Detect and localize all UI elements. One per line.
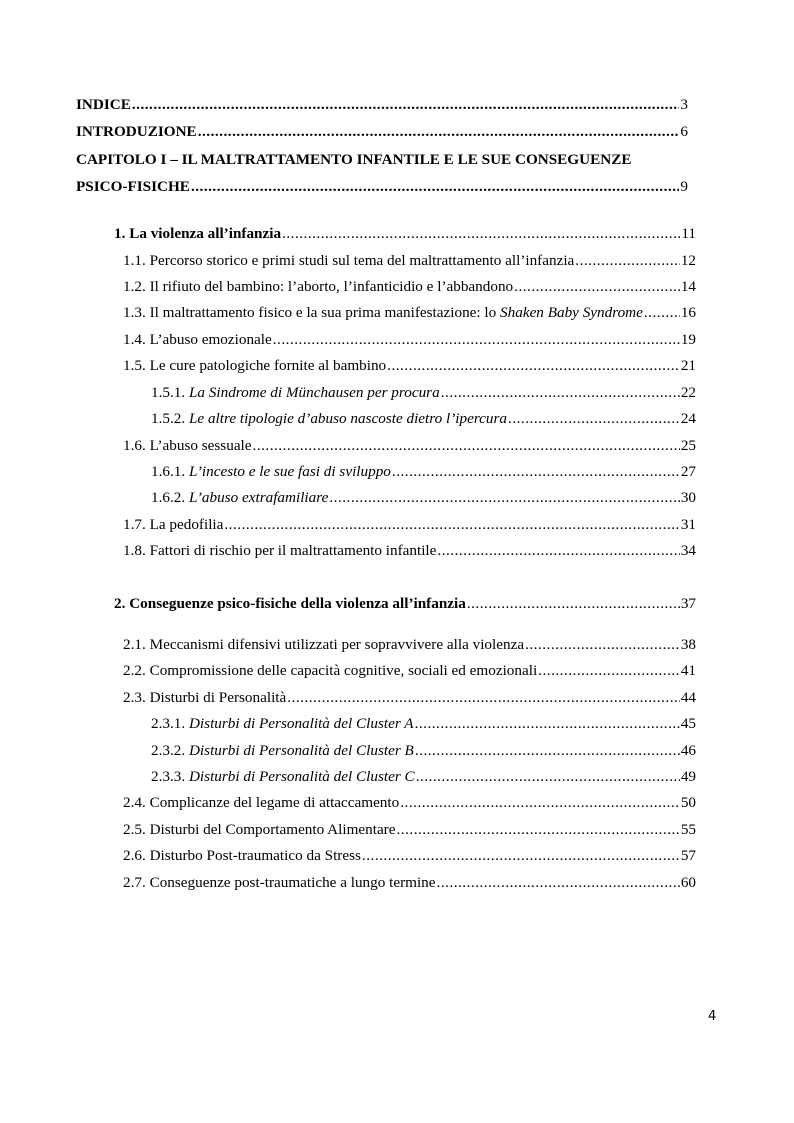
toc-entry-page: 41 bbox=[680, 662, 696, 679]
toc-entry-title-italic: Le altre tipologie d’abuso nascoste dietro l’ipercura bbox=[188, 410, 508, 427]
toc-entry-title: 2.1. Meccanismi difensivi utilizzati per sopravvivere alla violenza bbox=[123, 636, 525, 653]
toc-entry-1-5-1[interactable] bbox=[151, 384, 696, 402]
toc-entry-prefix: 2.3.3. bbox=[151, 768, 189, 785]
dot-leader bbox=[397, 821, 680, 839]
toc-entry-title-italic: Disturbi di Personalità del Cluster B bbox=[188, 742, 414, 759]
toc-entry-title bbox=[123, 304, 643, 322]
toc-entry-title: 1.4. L’abuso emozionale bbox=[123, 331, 272, 348]
dot-leader bbox=[282, 225, 680, 243]
toc-entry-title: 1.5. Le cure patologiche fornite al bambino bbox=[123, 357, 387, 374]
toc-entry-title: 2.5. Disturbi del Comportamento Alimentare bbox=[123, 821, 396, 838]
toc-entry-1-6-2[interactable] bbox=[151, 489, 696, 507]
dot-leader bbox=[437, 542, 679, 560]
toc-entry-title-italic: Disturbi di Personalità del Cluster C bbox=[188, 768, 415, 785]
toc-entry-introduzione[interactable] bbox=[76, 123, 688, 141]
toc-entry-page: 16 bbox=[680, 304, 696, 321]
dot-leader bbox=[525, 636, 680, 654]
dot-leader bbox=[273, 331, 680, 349]
toc-entry-page: 27 bbox=[680, 463, 696, 480]
dot-leader bbox=[224, 516, 679, 534]
toc-entry-page: 19 bbox=[680, 331, 696, 348]
toc-entry-title: 1.6. L’abuso sessuale bbox=[123, 437, 252, 454]
toc-entry-title: INDICE bbox=[76, 96, 131, 113]
toc-entry-title bbox=[151, 463, 391, 481]
toc-entry-title: 2.4. Complicanze del legame di attaccamento bbox=[123, 794, 400, 811]
toc-entry-title bbox=[151, 768, 415, 786]
toc-entry-page: 24 bbox=[680, 410, 696, 427]
dot-leader bbox=[392, 463, 680, 481]
toc-entry-chapter1-line1[interactable]: CAPITOLO I – IL MALTRATTAMENTO INFANTILE E LE SUE CONSEGUENZE bbox=[76, 151, 632, 168]
toc-entry-page: 45 bbox=[680, 715, 696, 732]
toc-entry-title: 1.1. Percorso storico e primi studi sul tema del maltrattamento all’infanzia bbox=[123, 252, 575, 269]
toc-entry-2-3-3[interactable] bbox=[151, 768, 696, 786]
toc-entry-2-3-1[interactable] bbox=[151, 715, 696, 733]
toc-entry-title bbox=[151, 742, 414, 760]
toc-entry-page: 55 bbox=[680, 821, 696, 838]
page-number: 4 bbox=[708, 1009, 717, 1024]
toc-entry-section-2[interactable] bbox=[114, 595, 696, 613]
dot-leader bbox=[538, 662, 680, 680]
toc-entry-page: 11 bbox=[681, 225, 696, 242]
dot-leader bbox=[132, 96, 680, 114]
dot-leader bbox=[575, 252, 680, 270]
toc-entry-1-1[interactable] bbox=[123, 252, 696, 270]
toc-entry-title: INTRODUZIONE bbox=[76, 123, 197, 140]
dot-leader bbox=[198, 123, 680, 141]
toc-entry-title-italic: La Sindrome di Münchausen per procura bbox=[188, 384, 440, 401]
toc-entry-page: 44 bbox=[680, 689, 696, 706]
toc-entry-title: 1.7. La pedofilia bbox=[123, 516, 224, 533]
toc-entry-2-4[interactable] bbox=[123, 794, 696, 812]
dot-leader bbox=[416, 768, 680, 786]
dot-leader bbox=[287, 689, 680, 707]
toc-entry-page: 6 bbox=[680, 123, 688, 140]
dot-leader bbox=[191, 178, 679, 196]
toc-entry-prefix: 2.3.2. bbox=[151, 742, 189, 759]
toc-entry-1-5[interactable] bbox=[123, 357, 696, 375]
dot-leader bbox=[253, 437, 680, 455]
toc-entry-title: 2.2. Compromissione delle capacità cognitive, sociali ed emozionali bbox=[123, 662, 538, 679]
toc-entry-title: 1.8. Fattori di rischio per il maltrattamento infantile bbox=[123, 542, 437, 559]
toc-entry-2-6[interactable] bbox=[123, 847, 696, 865]
toc-entry-1-8[interactable] bbox=[123, 542, 696, 560]
toc-entry-prefix: 1.6.1. bbox=[151, 463, 189, 480]
toc-entry-page: 9 bbox=[680, 178, 688, 195]
dot-leader bbox=[467, 595, 680, 613]
toc-entry-page: 22 bbox=[680, 384, 696, 401]
dot-leader bbox=[329, 489, 679, 507]
toc-entry-title-italic: Disturbi di Personalità del Cluster A bbox=[188, 715, 414, 732]
toc-entry-prefix: 1.5.2. bbox=[151, 410, 189, 427]
toc-entry-page: 50 bbox=[680, 794, 696, 811]
toc-entry-chapter1[interactable] bbox=[76, 178, 688, 196]
toc-entry-1-7[interactable] bbox=[123, 516, 696, 534]
toc-entry-title: 2.6. Disturbo Post-traumatico da Stress bbox=[123, 847, 361, 864]
toc-entry-1-3[interactable] bbox=[123, 304, 696, 322]
toc-entry-page: 49 bbox=[680, 768, 696, 785]
toc-entry-prefix: 2.3.1. bbox=[151, 715, 189, 732]
toc-entry-title bbox=[151, 410, 507, 428]
toc-entry-page: 38 bbox=[680, 636, 696, 653]
toc-entry-page: 12 bbox=[680, 252, 696, 269]
toc-entry-prefix: 1.6.2. bbox=[151, 489, 189, 506]
toc-entry-page: 46 bbox=[680, 742, 696, 759]
dot-leader bbox=[415, 715, 680, 733]
toc-entry-indice[interactable] bbox=[76, 96, 688, 114]
toc-entry-title: 2. Conseguenze psico-fisiche della violenza all’infanzia bbox=[114, 595, 466, 612]
toc-entry-page: 3 bbox=[680, 96, 688, 113]
dot-leader bbox=[508, 410, 680, 428]
toc-entry-prefix: 1.3. Il maltrattamento fisico e la sua prima manifestazione: lo bbox=[123, 304, 501, 321]
toc-entry-section-1[interactable] bbox=[114, 225, 696, 243]
toc-entry-page: 31 bbox=[680, 516, 696, 533]
toc-entry-title: PSICO-FISICHE bbox=[76, 178, 190, 195]
toc-entry-prefix: 1.5.1. bbox=[151, 384, 189, 401]
dot-leader bbox=[441, 384, 680, 402]
toc-entry-1-6-1[interactable] bbox=[151, 463, 696, 481]
toc-entry-page: 30 bbox=[680, 489, 696, 506]
toc-entry-2-3-2[interactable] bbox=[151, 742, 696, 760]
dot-leader bbox=[514, 278, 680, 296]
toc-entry-page: 57 bbox=[680, 847, 696, 864]
dot-leader bbox=[644, 304, 680, 322]
toc-entry-title: 2.7. Conseguenze post-traumatiche a lungo termine bbox=[123, 874, 436, 891]
toc-entry-title bbox=[151, 715, 414, 733]
toc-entry-title: 1. La violenza all’infanzia bbox=[114, 225, 282, 242]
toc-entry-title-italic: L’abuso extrafamiliare bbox=[188, 489, 329, 506]
dot-leader bbox=[400, 794, 680, 812]
dot-leader bbox=[415, 742, 680, 760]
toc-entry-2-5[interactable] bbox=[123, 821, 696, 839]
toc-entry-title bbox=[151, 489, 328, 507]
toc-entry-page: 34 bbox=[680, 542, 696, 559]
toc-entry-page: 60 bbox=[680, 874, 696, 891]
toc-entry-1-5-2[interactable] bbox=[151, 410, 696, 428]
toc-entry-title-italic: L’incesto e le sue fasi di sviluppo bbox=[188, 463, 391, 480]
toc-entry-1-4[interactable] bbox=[123, 331, 696, 349]
toc-entry-1-2[interactable] bbox=[123, 278, 696, 296]
toc-entry-2-7[interactable] bbox=[123, 874, 696, 892]
toc-entry-title-italic: Shaken Baby Syndrome bbox=[500, 304, 643, 321]
dot-leader bbox=[437, 874, 680, 892]
toc-entry-1-6[interactable] bbox=[123, 437, 696, 455]
toc-entry-2-1[interactable] bbox=[123, 636, 696, 654]
toc-entry-title: 1.2. Il rifiuto del bambino: l’aborto, l’infanticidio e l’abbandono bbox=[123, 278, 514, 295]
dot-leader bbox=[362, 847, 680, 865]
toc-entry-title bbox=[151, 384, 440, 402]
toc-entry-page: 21 bbox=[680, 357, 696, 374]
toc-entry-2-3[interactable] bbox=[123, 689, 696, 707]
toc-entry-2-2[interactable] bbox=[123, 662, 696, 680]
toc-entry-page: 25 bbox=[680, 437, 696, 454]
toc-entry-page: 37 bbox=[680, 595, 696, 612]
dot-leader bbox=[387, 357, 680, 375]
toc-entry-page: 14 bbox=[680, 278, 696, 295]
toc-entry-title: 2.3. Disturbi di Personalità bbox=[123, 689, 287, 706]
